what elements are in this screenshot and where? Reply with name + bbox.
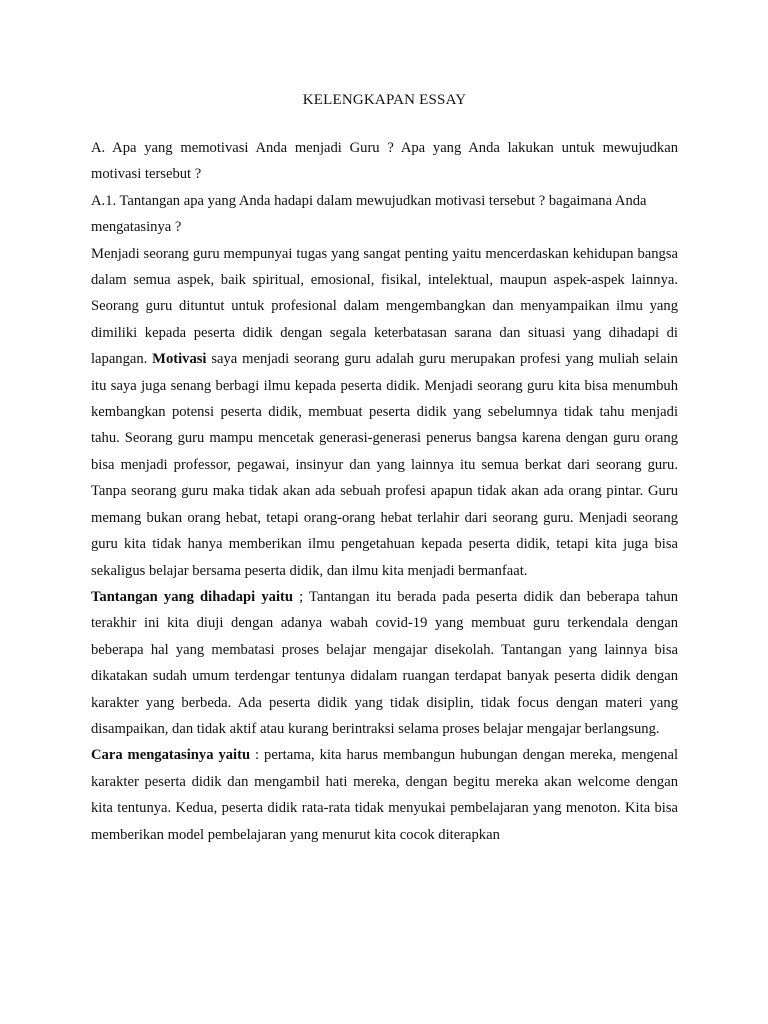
document-title: KELENGKAPAN ESSAY [302, 92, 467, 108]
challenges-bold-label: Tantangan yang dihadapi yaitu [91, 588, 293, 605]
paragraph-challenges [91, 584, 678, 742]
question-a1: A.1. Tantangan apa yang Anda hadapi dalam mewujudkan motivasi tersebut ? bagaimana Anda mengatasinya ? [91, 192, 647, 236]
motivation-bold-label: Motivasi [152, 351, 207, 368]
paragraph-solutions [91, 742, 678, 848]
paragraph-motivation-text-after: saya menjadi seorang guru adalah guru merupakan profesi yang muliah selain itu saya juga senang berbagi ilmu kepada peserta didik. Menjadi seorang guru kita bisa menumbuh kembangkan potensi peserta didik, membuat peserta didik yang sebelumnya tidak tahu menjadi tahu. Seorang guru mampu mencetak generasi-generasi penerus bangsa karena dengan guru orang bisa menjadi professor, pegawai, insinyur dan yang lainnya itu semua berkat dari seorang guru. Tanpa seorang guru maka tidak akan ada sebuah profesi apapun tidak akan ada orang pintar. Guru memang bukan orang hebat, tetapi orang-orang hebat terlahir dari seorang guru. Menjadi seorang guru kita tidak hanya memberikan ilmu pengetahuan kepada peserta didik, tetapi kita juga bisa sekaligus belajar bersama peserta didik, dan ilmu kita menjadi bermanfaat. [91, 351, 678, 579]
paragraph-motivation [91, 241, 678, 584]
paragraph-challenges-text: ; Tantangan itu berada pada peserta didik dan beberapa tahun terakhir ini kita diuji dengan adanya wabah covid-19 yang membuat guru terkendala dengan beberapa hal yang membatasi proses belajar mengajar disekolah. Tantangan yang lainnya bisa dikatakan sudah umum terdengar tentunya didalam ruangan terdapat banyak peserta didik dengan karakter yang berbeda. Ada peserta didik yang tidak disiplin, tidak focus dengan materi yang disampaikan, dan tidak aktif atau kurang berintraksi selama proses belajar mengajar berlangsung. [91, 588, 678, 737]
paragraph-motivation-text-before: Menjadi seorang guru mempunyai tugas yang sangat penting yaitu mencerdaskan kehidupan bangsa dalam semua aspek, baik spiritual, emosional, fisikal, intelektual, maupun aspek-aspek lainnya. Seorang guru dituntut untuk profesional dalam mengembangkan dan menyampaikan ilmu yang dimiliki kepada peserta didik dengan segala keterbatasan sarana dan situasi yang dihadapi di lapangan. [91, 245, 678, 368]
solutions-bold-label: Cara mengatasinya yaitu [91, 747, 251, 764]
question-a: A. Apa yang memotivasi Anda menjadi Guru ? Apa yang Anda lakukan untuk mewujudkan motivasi tersebut ? [91, 140, 678, 183]
paragraph-solutions-text: : pertama, kita harus membangun hubungan dengan mereka, mengenal karakter peserta didik dan mengambil hati mereka, dengan begitu mereka akan welcome dengan kita tentunya. Kedua, peserta didik rata-rata tidak menyukai pembelajaran yang menoton. Kita bisa memberikan model pembelajaran yang menurut kita cocok diterapkan [91, 747, 679, 843]
